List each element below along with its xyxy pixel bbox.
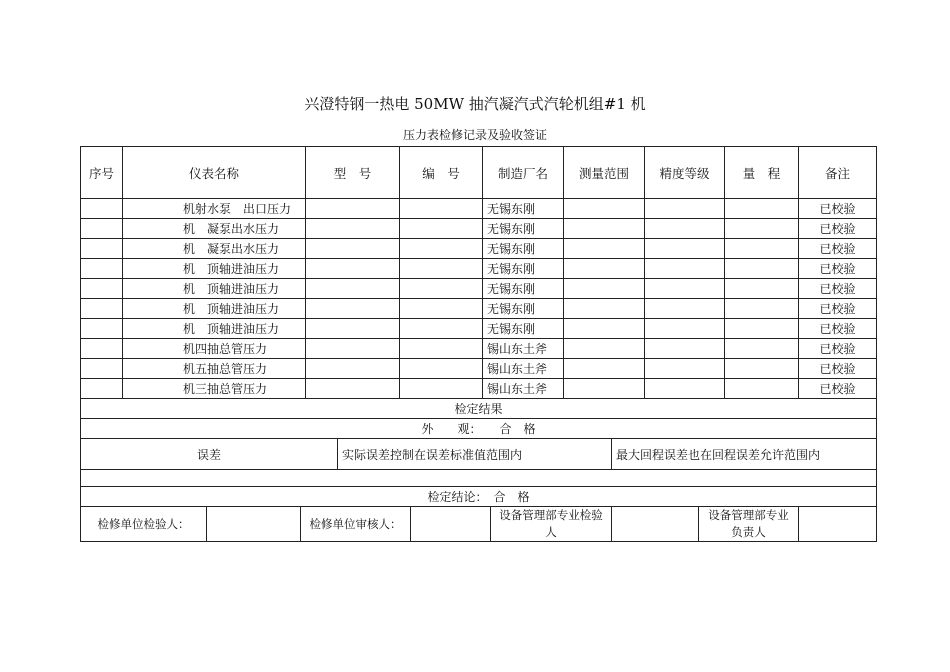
cell-maker: 无锡东刚 xyxy=(483,199,564,219)
appearance-result: 外 观： 合 格 xyxy=(81,419,877,439)
cell-maker: 锡山东土斧 xyxy=(483,379,564,399)
cell-range xyxy=(564,319,645,339)
header-no: 序号 xyxy=(81,147,123,199)
return-error-text: 最大回程误差也在回程误差允许范围内 xyxy=(612,439,877,470)
header-span: 量 程 xyxy=(725,147,799,199)
header-model: 型 号 xyxy=(306,147,400,199)
reviewer-signature[interactable] xyxy=(411,507,491,542)
cell-span xyxy=(725,379,799,399)
table-row xyxy=(81,339,877,359)
cell-range xyxy=(564,299,645,319)
header-range: 测量范围 xyxy=(564,147,645,199)
dept-lead-signature[interactable] xyxy=(799,507,877,542)
cell-maker: 无锡东刚 xyxy=(483,279,564,299)
cell-note: 已校验 xyxy=(799,199,877,219)
cell-maker: 无锡东刚 xyxy=(483,239,564,259)
cell-accuracy xyxy=(645,239,725,259)
document-subtitle: 压力表检修记录及验收签证 xyxy=(402,128,547,142)
cell-span xyxy=(725,239,799,259)
cell-range xyxy=(564,199,645,219)
cell-no xyxy=(81,359,123,379)
cell-note: 已校验 xyxy=(799,239,877,259)
cell-accuracy xyxy=(645,359,725,379)
cell-note: 已校验 xyxy=(799,299,877,319)
cell-serial xyxy=(400,259,483,279)
header-maker: 制造厂名 xyxy=(483,147,564,199)
cell-serial xyxy=(400,359,483,379)
cell-maker: 无锡东刚 xyxy=(483,219,564,239)
cell-model xyxy=(306,199,400,219)
signoff-table xyxy=(80,506,877,542)
cell-accuracy xyxy=(645,299,725,319)
cell-accuracy xyxy=(645,219,725,239)
cell-accuracy xyxy=(645,259,725,279)
cell-no xyxy=(81,319,123,339)
cell-name: 机五抽总管压力 xyxy=(123,359,306,379)
table-row xyxy=(81,219,877,239)
cell-name: 机四抽总管压力 xyxy=(123,339,306,359)
cell-note: 已校验 xyxy=(799,359,877,379)
cell-accuracy xyxy=(645,319,725,339)
cell-name: 机 顶轴进油压力 xyxy=(123,299,306,319)
error-text: 实际误差控制在误差标准值范围内 xyxy=(338,439,612,470)
cell-range xyxy=(564,359,645,379)
cell-note: 已校验 xyxy=(799,319,877,339)
cell-accuracy xyxy=(645,199,725,219)
cell-name: 机射水泵 出口压力 xyxy=(123,199,306,219)
cell-model xyxy=(306,319,400,339)
cell-no xyxy=(81,219,123,239)
cell-maker: 无锡东刚 xyxy=(483,319,564,339)
cell-accuracy xyxy=(645,379,725,399)
cell-no xyxy=(81,299,123,319)
cell-range xyxy=(564,339,645,359)
cell-model xyxy=(306,299,400,319)
cell-model xyxy=(306,239,400,259)
cell-range xyxy=(564,279,645,299)
table-row xyxy=(81,379,877,399)
cell-span xyxy=(725,199,799,219)
table-row xyxy=(81,239,877,259)
gauge-table xyxy=(80,146,877,399)
cell-serial xyxy=(400,379,483,399)
cell-note: 已校验 xyxy=(799,379,877,399)
cell-serial xyxy=(400,339,483,359)
table-row xyxy=(81,199,877,219)
header-accuracy: 精度等级 xyxy=(645,147,725,199)
cell-note: 已校验 xyxy=(799,339,877,359)
cell-no xyxy=(81,339,123,359)
cell-model xyxy=(306,219,400,239)
cell-name: 机 顶轴进油压力 xyxy=(123,259,306,279)
inspection-form xyxy=(80,146,876,542)
cell-span xyxy=(725,359,799,379)
cell-serial xyxy=(400,279,483,299)
cell-range xyxy=(564,379,645,399)
cell-name: 机 顶轴进油压力 xyxy=(123,279,306,299)
result-table xyxy=(80,398,877,507)
result-heading: 检定结果 xyxy=(81,399,877,419)
table-row xyxy=(81,279,877,299)
cell-span xyxy=(725,299,799,319)
cell-span xyxy=(725,339,799,359)
cell-maker: 无锡东刚 xyxy=(483,259,564,279)
error-label: 误差 xyxy=(81,439,338,470)
cell-serial xyxy=(400,319,483,339)
header-serial: 编 号 xyxy=(400,147,483,199)
cell-no xyxy=(81,379,123,399)
cell-model xyxy=(306,279,400,299)
cell-span xyxy=(725,279,799,299)
table-header-row xyxy=(81,147,877,199)
table-row xyxy=(81,319,877,339)
header-note: 备注 xyxy=(799,147,877,199)
cell-no xyxy=(81,199,123,219)
cell-name: 机 顶轴进油压力 xyxy=(123,319,306,339)
document-title: 兴澄特钢一热电 50MW 抽汽凝汽式汽轮机组#1 机 xyxy=(304,95,646,113)
blank-row xyxy=(81,470,877,487)
cell-maker: 锡山东土斧 xyxy=(483,359,564,379)
cell-range xyxy=(564,239,645,259)
dept-lead-label: 设备管理部专业负责人 xyxy=(699,507,799,542)
cell-span xyxy=(725,319,799,339)
cell-span xyxy=(725,219,799,239)
cell-no xyxy=(81,279,123,299)
cell-name: 机 凝泵出水压力 xyxy=(123,219,306,239)
dept-acceptor-signature[interactable] xyxy=(612,507,699,542)
header-name: 仪表名称 xyxy=(123,147,306,199)
cell-model xyxy=(306,259,400,279)
cell-serial xyxy=(400,199,483,219)
cell-serial xyxy=(400,219,483,239)
reviewer-label: 检修单位审核人： xyxy=(301,507,411,542)
cell-model xyxy=(306,339,400,359)
cell-note: 已校验 xyxy=(799,259,877,279)
cell-no xyxy=(81,239,123,259)
cell-maker: 锡山东土斧 xyxy=(483,339,564,359)
cell-range xyxy=(564,259,645,279)
dept-acceptor-label: 设备管理部专业检验人 xyxy=(491,507,612,542)
cell-maker: 无锡东刚 xyxy=(483,299,564,319)
cell-name: 机三抽总管压力 xyxy=(123,379,306,399)
cell-span xyxy=(725,259,799,279)
cell-model xyxy=(306,379,400,399)
table-row xyxy=(81,359,877,379)
conclusion: 检定结论： 合 格 xyxy=(81,487,877,507)
cell-no xyxy=(81,259,123,279)
table-row xyxy=(81,299,877,319)
cell-serial xyxy=(400,299,483,319)
inspector-signature[interactable] xyxy=(207,507,301,542)
cell-name: 机 凝泵出水压力 xyxy=(123,239,306,259)
cell-accuracy xyxy=(645,339,725,359)
cell-note: 已校验 xyxy=(799,219,877,239)
cell-accuracy xyxy=(645,279,725,299)
cell-serial xyxy=(400,239,483,259)
inspector-label: 检修单位检验人： xyxy=(81,507,207,542)
table-row xyxy=(81,259,877,279)
cell-range xyxy=(564,219,645,239)
cell-model xyxy=(306,359,400,379)
cell-note: 已校验 xyxy=(799,279,877,299)
